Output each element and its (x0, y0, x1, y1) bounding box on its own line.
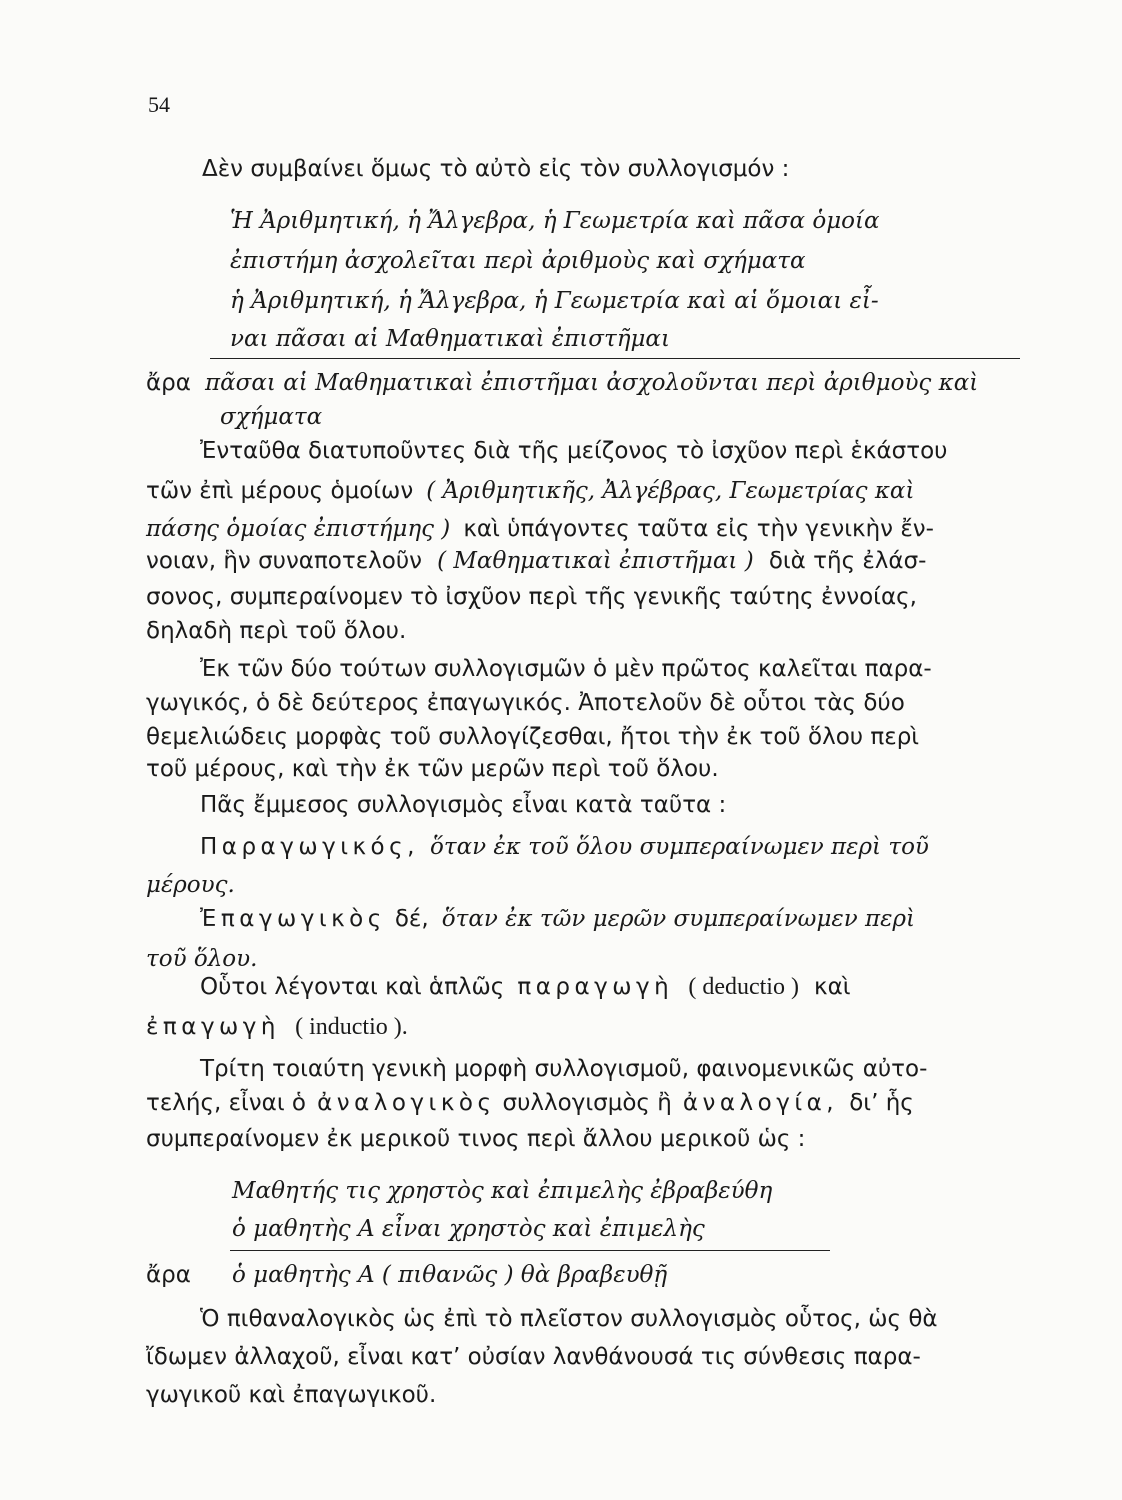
syllogism2-premise-line: Μαθητής τις χρηστὸς καὶ ἐπιμελὴς ἐβραβεύθη (232, 1178, 773, 1204)
para4-term-induction: ἐπαγωγὴ (146, 1014, 281, 1040)
para1-line: δηλαδὴ περὶ τοῦ ὅλου. (146, 618, 407, 644)
syllogism2-ara: ἄρα (146, 1262, 191, 1288)
para1-text: διὰ τῆς ἐλάσ- (768, 548, 927, 574)
para1-line: Ἐνταῦθα διατυποῦντες διὰ τῆς μείζονος τὸ ἰσχῦον περὶ ἑκάστου (200, 438, 948, 464)
para5-line: Τρίτη τοιαύτη γενικὴ μορφὴ συλλογισμοῦ, φαινομενικῶς αὐτο- (200, 1056, 928, 1082)
para4-line (200, 974, 851, 1001)
para5-term-analogical: ἀναλογικὸς (317, 1090, 496, 1116)
inductive-line (200, 906, 915, 932)
para1-italic: ( Ἀριθμητικῆς, Ἀλγέβρας, Γεωμετρίας καὶ (426, 478, 915, 504)
para2-line: γωγικός, ὁ δὲ δεύτερος ἐπαγωγικός. Ἀποτελοῦν δὲ οὗτοι τὰς δύο (146, 690, 905, 716)
para4-latin-inductio: ( inductio ). (295, 1014, 408, 1040)
para6-line: ἴδωμεν ἀλλαχοῦ, εἶναι κατ’ οὐσίαν λανθάνουσά τις σύνθεσις παρα- (146, 1344, 921, 1370)
para2-line: Ἐκ τῶν δύο τούτων συλλογισμῶν ὁ μὲν πρῶτος καλεῖται παρα- (200, 656, 932, 682)
inductive-term: Ἐπαγωγικὸς (200, 906, 386, 932)
para6-line: Ὁ πιθαναλογικὸς ὡς ἐπὶ τὸ πλεῖστον συλλογισμὸς οὗτος, ὡς θὰ (200, 1306, 938, 1332)
para5-text: συλλογισμὸς ἢ (502, 1090, 672, 1116)
deductive-definition-cont: μέρους. (146, 872, 235, 898)
para1-text: τῶν ἐπὶ μέρους ὁμοίων (146, 478, 414, 504)
intro-line: Δὲν συμβαίνει ὅμως τὸ αὐτὸ εἰς τὸν συλλογισμόν : (202, 156, 790, 182)
inductive-definition-cont: τοῦ ὅλου. (146, 946, 258, 972)
deductive-line (200, 834, 929, 860)
syllogism1-premise-line: ναι πᾶσαι αἱ Μαθηματικαὶ ἐπιστῆμαι (230, 326, 670, 352)
syllogism2-conclusion: ὁ μαθητὴς Α ( πιθανῶς ) θὰ βραβευθῇ (232, 1262, 668, 1288)
syllogism1-ara: ἄρα (146, 370, 191, 396)
para4-text: καὶ (814, 974, 851, 1000)
para6-line: γωγικοῦ καὶ ἐπαγωγικοῦ. (146, 1382, 437, 1408)
para4-line (146, 1014, 408, 1041)
syllogism1-premise-line: ἡ Ἀριθμητική, ἡ Ἄλγεβρα, ἡ Γεωμετρία καὶ αἱ ὅμοιαι εἶ- (230, 288, 879, 314)
para2-line: τοῦ μέρους, καὶ τὴν ἐκ τῶν μερῶν περὶ τοῦ ὅλου. (146, 756, 719, 782)
syllogism1-premise-line: ἐπιστήμη ἀσχολεῖται περὶ ἀριθμοὺς καὶ σχήματα (230, 248, 806, 274)
para1-line: σονος, συμπεραίνομεν τὸ ἰσχῦον περὶ τῆς γενικῆς ταύτης ἐννοίας, (146, 584, 917, 610)
syllogism1-conclusion-line: πᾶσαι αἱ Μαθηματικαὶ ἐπιστῆμαι ἀσχολοῦνται περὶ ἀριθμοὺς καὶ (205, 370, 979, 396)
deductive-definition: ὅταν ἐκ τοῦ ὅλου συμπεραίνωμεν περὶ τοῦ (430, 834, 929, 860)
para3-line: Πᾶς ἔμμεσος συλλογισμὸς εἶναι κατὰ ταῦτα : (200, 792, 727, 818)
inductive-definition: ὅταν ἐκ τῶν μερῶν συμπεραίνωμεν περὶ (441, 906, 916, 932)
syllogism1-conclusion-line: σχήματα (220, 404, 323, 430)
para1-text: νοιαν, ἣν συναποτελοῦν (146, 548, 422, 574)
para1-text: καὶ ὑπάγοντες ταῦτα εἰς τὴν γενικὴν ἔν- (463, 516, 934, 542)
para4-latin-deductio: ( deductio ) (688, 974, 799, 1000)
para5-line: συμπεραίνομεν ἐκ μερικοῦ τινος περὶ ἄλλου μερικοῦ ὡς : (146, 1126, 806, 1152)
para1-line (146, 516, 934, 542)
para2-line: θεμελιώδεις μορφὰς τοῦ συλλογίζεσθαι, ἤτοι τὴν ἐκ τοῦ ὅλου περὶ (146, 724, 920, 750)
syllogism2-premise-line: ὁ μαθητὴς Α εἶναι χρηστὸς καὶ ἐπιμελὴς (232, 1216, 705, 1242)
page-number: 54 (148, 92, 170, 117)
para5-term-analogy: ἀναλογία, (682, 1090, 839, 1116)
syllogism2-rule (230, 1250, 830, 1251)
para5-line (146, 1090, 914, 1116)
para1-line (146, 548, 926, 574)
para5-text: τελής, εἶναι ὁ (146, 1090, 306, 1116)
inductive-de: δέ, (394, 906, 429, 932)
para1-line (146, 478, 914, 504)
syllogism1-rule (210, 358, 1020, 359)
para4-term-deduction: παραγωγὴ (517, 974, 674, 1000)
deductive-term: Παραγωγικός, (200, 834, 419, 860)
para5-text: δι’ ἧς (849, 1090, 914, 1116)
para4-text: Οὗτοι λέγονται καὶ ἁπλῶς (200, 974, 505, 1000)
syllogism1-premise-line: Ἡ Ἀριθμητική, ἡ Ἄλγεβρα, ἡ Γεωμετρία καὶ πᾶσα ὁμοία (230, 208, 880, 234)
para1-italic: πάσης ὁμοίας ἐπιστήμης ) (146, 516, 451, 542)
para1-italic: ( Μαθηματικαὶ ἐπιστῆμαι ) (437, 548, 754, 574)
